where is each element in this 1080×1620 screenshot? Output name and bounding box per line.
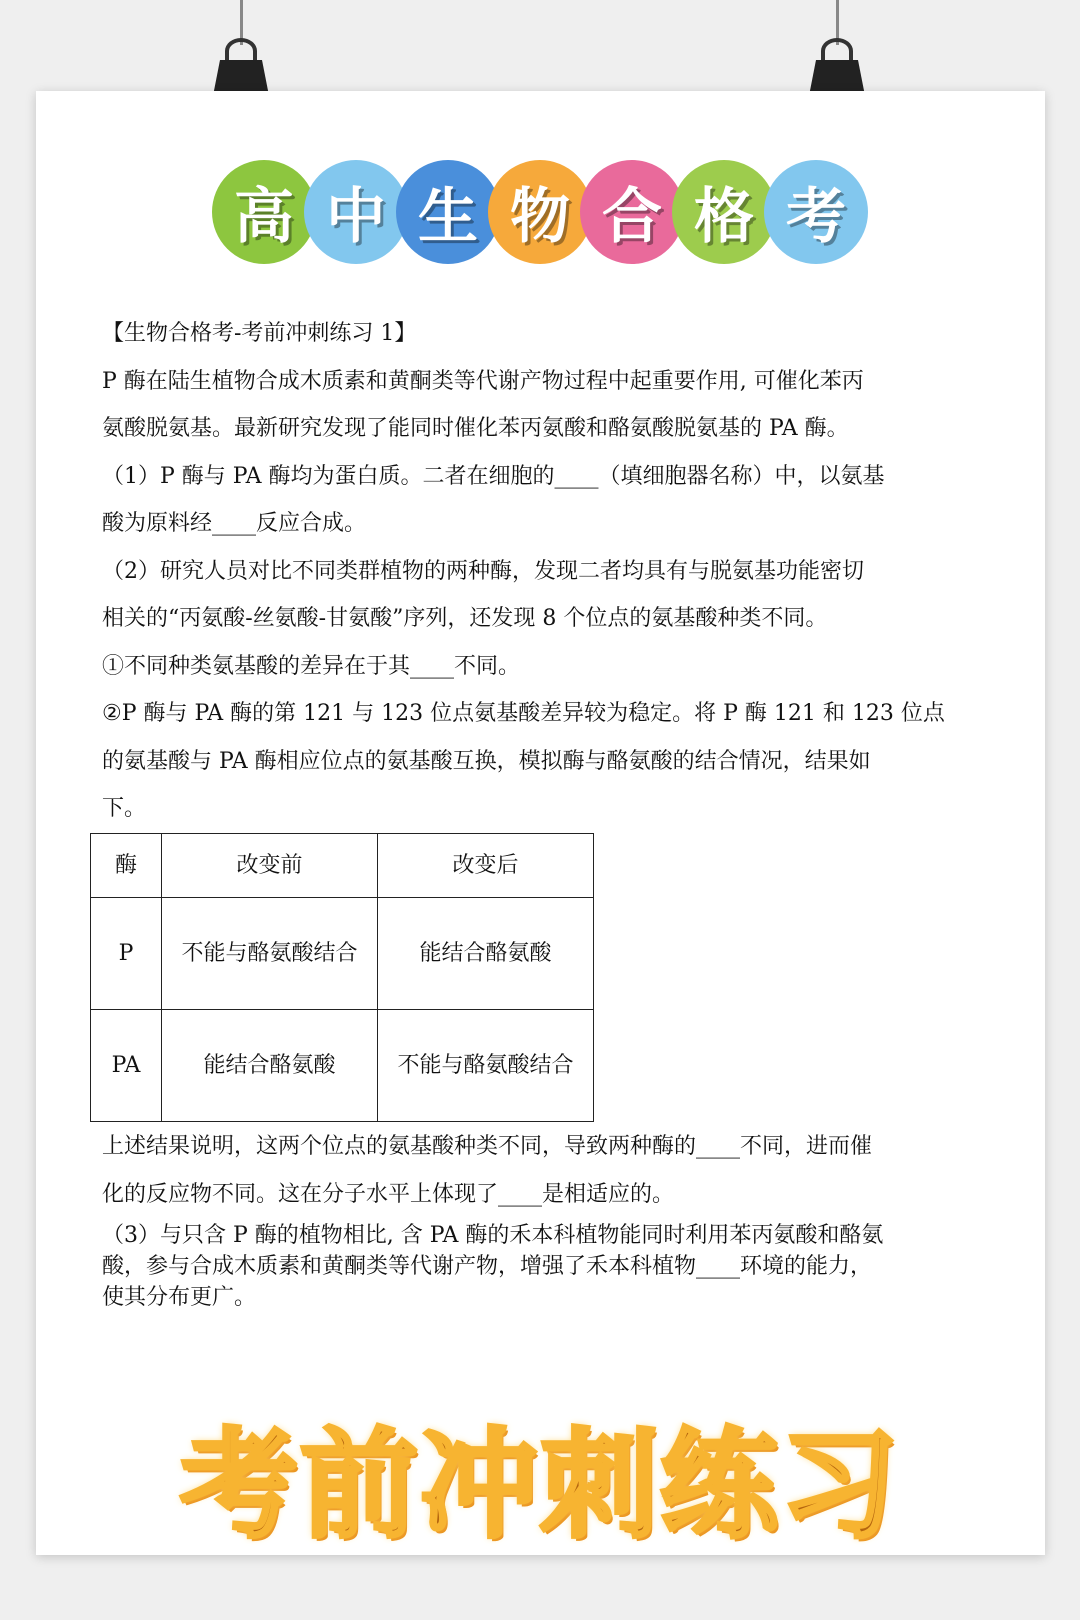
table-row <box>91 898 594 1010</box>
title-char-circle: 合 <box>580 160 684 264</box>
title-char-circle: 物 <box>488 160 592 264</box>
question-1-line: 酸为原料经____反应合成。 <box>102 511 367 536</box>
question-2-line: （2）研究人员对比不同类群植物的两种酶，发现二者均具有与脱氨基功能密切 <box>102 558 864 584</box>
table-header: 改变后 <box>378 834 594 898</box>
table-header: 改变前 <box>162 834 378 898</box>
bottom-banner: 考前冲刺练习 <box>179 1416 900 1554</box>
results-table <box>90 833 594 1122</box>
title-char-circle: 考 <box>764 160 868 264</box>
title-char-circle: 生 <box>396 160 500 264</box>
intro-line: P 酶在陆生植物合成木质素和黄酮类等代谢产物过程中起重要作用, 可催化苯丙 <box>102 368 864 394</box>
intro-line: 氨酸脱氨基。最新研究发现了能同时催化苯丙氨酸和酪氨酸脱氨基的 PA 酶。 <box>102 416 849 441</box>
after-table-text <box>102 1123 947 1218</box>
question-2-line: 相关的“丙氨酸-丝氨酸-甘氨酸”序列，还发现 8 个位点的氨基酸种类不同。 <box>102 606 828 631</box>
question-3-line: （3）与只含 P 酶的植物相比, 含 PA 酶的禾本科植物能同时利用苯丙氨酸和酪氨 <box>102 1223 884 1248</box>
title-char-circle: 高 <box>212 160 316 264</box>
table-row <box>91 1010 594 1122</box>
table-cell: 能结合酪氨酸 <box>162 1010 378 1122</box>
question-3 <box>102 1220 947 1313</box>
table-header-row <box>91 834 594 898</box>
heading: 【生物合格考-考前冲刺练习 1】 <box>102 321 417 346</box>
table-cell: PA <box>91 1010 162 1122</box>
conclusion-line: 上述结果说明，这两个位点的氨基酸种类不同，导致两种酶的____不同，进而催 <box>102 1134 873 1159</box>
table-cell: P <box>91 898 162 1010</box>
title-char-circle: 中 <box>304 160 408 264</box>
question-2-sub1: ①不同种类氨基酸的差异在于其____不同。 <box>102 653 521 679</box>
question-2-sub2: ②P 酶与 PA 酶的第 121 与 123 位点氨基酸差异较为稳定。将 P 酶 121 和 123 位点 <box>102 701 945 726</box>
question-1-line: （1）P 酶与 PA 酶均为蛋白质。二者在细胞的____（填细胞器名称）中，以氨基 <box>102 463 885 489</box>
question-2-sub2: 的氨基酸与 PA 酶相应位点的氨基酸互换，模拟酶与酪氨酸的结合情况，结果如 <box>102 748 871 774</box>
title-char-circle: 格 <box>672 160 776 264</box>
conclusion-line: 化的反应物不同。这在分子水平上体现了____是相适应的。 <box>102 1181 675 1207</box>
title-banner <box>0 160 1080 264</box>
table-cell: 不能与酪氨酸结合 <box>162 898 378 1010</box>
table-cell: 能结合酪氨酸 <box>378 898 594 1010</box>
table-header: 酶 <box>91 834 162 898</box>
question-3-line: 酸，参与合成木质素和黄酮类等代谢产物，增强了禾本科植物____环境的能力， <box>102 1254 873 1279</box>
question-body <box>102 310 947 833</box>
question-3-line: 使其分布更广。 <box>102 1285 257 1310</box>
table-cell: 不能与酪氨酸结合 <box>378 1010 594 1122</box>
question-2-sub2: 下。 <box>102 796 147 821</box>
